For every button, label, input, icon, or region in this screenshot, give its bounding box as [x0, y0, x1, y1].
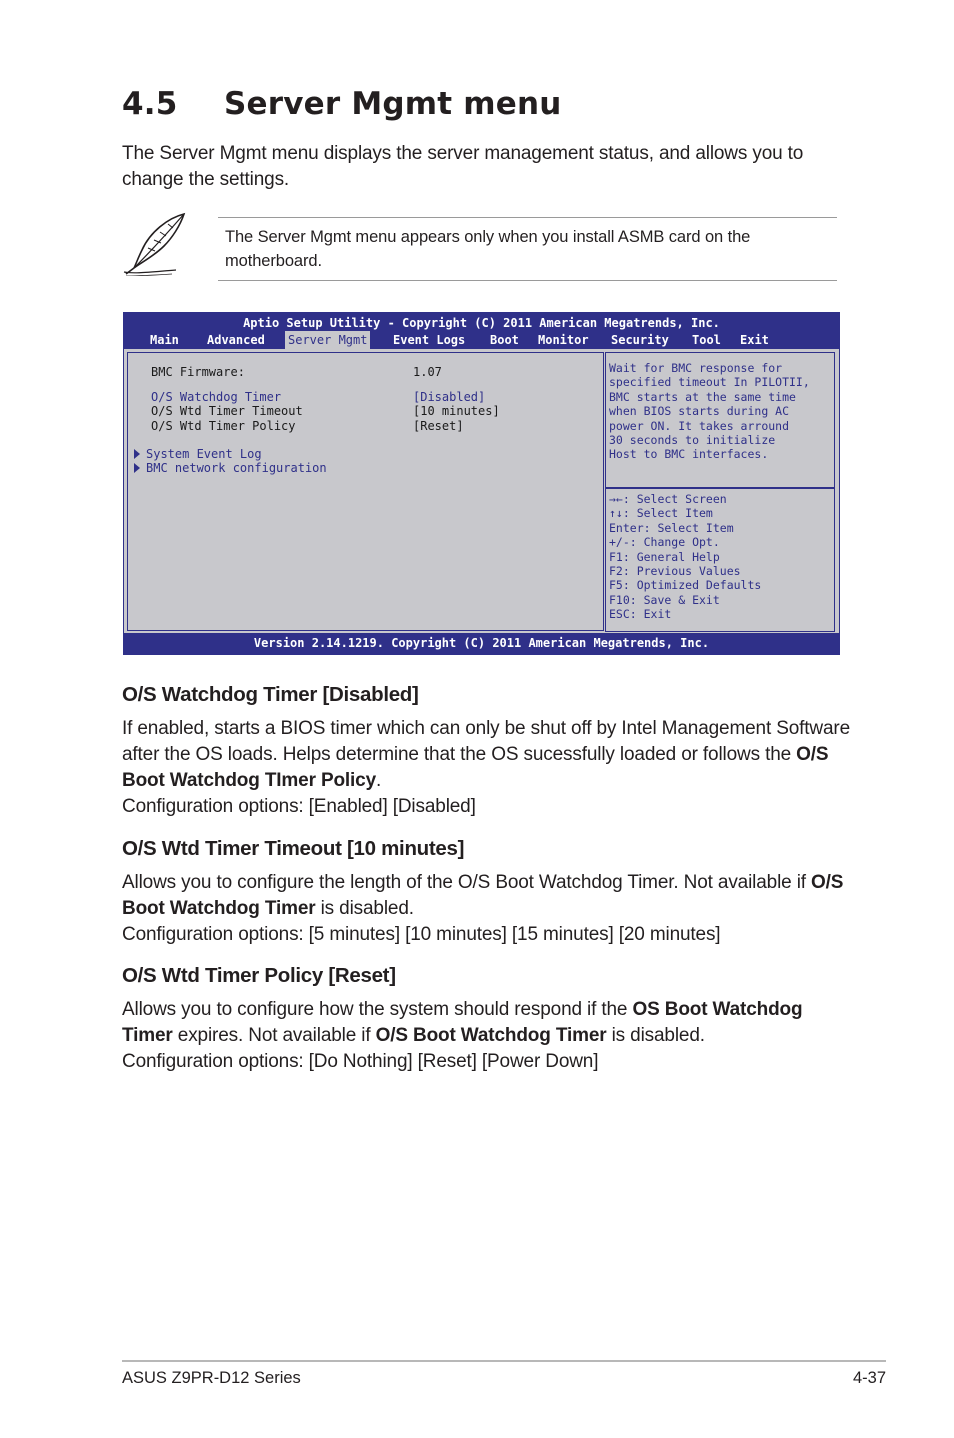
bios-screenshot — [123, 312, 840, 655]
bmc-firmware-value: 1.07 — [413, 365, 442, 379]
footer-product-name: ASUS Z9PR-D12 Series — [122, 1369, 301, 1387]
config-options: Configuration options: [Do Nothing] [Reset] [Power Down] — [122, 1051, 599, 1072]
key-hint: F1: General Help — [609, 550, 720, 564]
key-hint: +/-: Change Opt. — [609, 535, 720, 549]
section-body-watchdog-timer — [122, 716, 852, 820]
tab-event-logs[interactable]: Event Logs — [393, 333, 466, 347]
bios-main-panel — [127, 352, 604, 631]
bios-footer: Version 2.14.1219. Copyright (C) 2011 American Megatrends, Inc. — [124, 633, 839, 654]
tab-advanced[interactable]: Advanced — [207, 333, 265, 347]
section-heading-watchdog-timer: O/S Watchdog Timer [Disabled] — [122, 683, 419, 706]
body-text: If enabled, starts a BIOS timer which can only be shut off by Intel Management Software after the OS loads. Helps determine that the OS sucessfully loaded or follows the — [122, 718, 850, 765]
watchdog-timer-label[interactable]: O/S Watchdog Timer — [151, 390, 282, 404]
key-hint: ESC: Exit — [609, 607, 672, 621]
wtd-timeout-label[interactable]: O/S Wtd Timer Timeout — [151, 404, 303, 418]
key-hint: →←: Select Screen — [609, 492, 727, 506]
submenu-arrow-icon — [134, 449, 140, 459]
key-hint: F10: Save & Exit — [609, 593, 720, 607]
bmc-firmware-label: BMC Firmware: — [151, 365, 245, 379]
key-hint: Enter: Select Item — [609, 521, 734, 535]
feather-pen-icon — [120, 210, 190, 276]
tab-monitor[interactable]: Monitor — [538, 333, 589, 347]
tab-security[interactable]: Security — [611, 333, 669, 347]
section-body-wtd-policy — [122, 997, 852, 1075]
tab-boot[interactable]: Boot — [490, 333, 519, 347]
body-text: expires. Not available if — [172, 1025, 376, 1046]
tab-exit[interactable]: Exit — [740, 333, 769, 347]
footer-rule — [122, 1360, 886, 1362]
bios-help-panel — [605, 352, 835, 487]
tab-main[interactable]: Main — [150, 333, 179, 347]
wtd-policy-value[interactable]: [Reset] — [413, 419, 464, 433]
wtd-policy-label[interactable]: O/S Wtd Timer Policy — [151, 419, 296, 433]
footer-page-number: 4-37 — [852, 1369, 886, 1387]
key-hint: F5: Optimized Defaults — [609, 578, 762, 592]
body-text: Allows you to configure how the system should respond if the — [122, 999, 633, 1020]
section-heading-wtd-policy: O/S Wtd Timer Policy [Reset] — [122, 964, 396, 987]
page-title — [122, 86, 562, 122]
note-text: The Server Mgmt menu appears only when you install ASMB card on the motherboard. — [225, 228, 751, 270]
submenu-label: BMC network configuration — [146, 461, 327, 475]
tab-tool[interactable]: Tool — [692, 333, 721, 347]
intro-paragraph: The Server Mgmt menu displays the server management status, and allows you to change the settings. — [122, 143, 804, 190]
config-options: Configuration options: [Enabled] [Disabled] — [122, 796, 476, 817]
submenu-bmc-network-configuration[interactable] — [134, 461, 327, 475]
body-text: . — [376, 770, 382, 791]
submenu-system-event-log[interactable] — [134, 447, 262, 461]
bios-header — [124, 313, 839, 349]
section-heading-wtd-timeout: O/S Wtd Timer Timeout [10 minutes] — [122, 837, 465, 860]
body-bold: OS Boot Watchdog Timer — [122, 999, 803, 1046]
submenu-label: System Event Log — [146, 447, 262, 461]
bios-title: Aptio Setup Utility - Copyright (C) 2011 American Megatrends, Inc. — [243, 316, 720, 330]
body-bold: O/S Boot Watchdog TImer Policy — [122, 744, 829, 791]
section-title: Server Mgmt menu — [224, 86, 562, 122]
body-bold: O/S Boot Watchdog Timer — [122, 872, 844, 919]
tab-server-mgmt[interactable]: Server Mgmt — [285, 331, 370, 349]
note-bottom-rule — [218, 280, 837, 281]
bios-help-text: Wait for BMC response for specified timeout In PILOTII, BMC starts at the same time when BIOS starts during AC power ON. It takes arround 30 seconds to initialize Host to BMC interfaces. — [609, 361, 810, 462]
body-text: is disabled. — [315, 898, 414, 919]
watchdog-timer-value[interactable]: [Disabled] — [413, 390, 486, 404]
body-text: is disabled. — [606, 1025, 705, 1046]
bios-keys-panel — [605, 487, 835, 632]
wtd-timeout-value[interactable]: [10 minutes] — [413, 404, 500, 418]
submenu-arrow-icon — [134, 463, 140, 473]
section-body-wtd-timeout — [122, 870, 852, 948]
key-hint: F2: Previous Values — [609, 564, 741, 578]
note-top-rule — [218, 217, 837, 218]
body-bold: O/S Boot Watchdog Timer — [375, 1025, 607, 1046]
body-text: Allows you to configure the length of the O/S Boot Watchdog Timer. Not available if — [122, 872, 812, 893]
key-hint: ↑↓: Select Item — [609, 506, 713, 520]
section-number: 4.5 — [122, 86, 178, 122]
config-options: Configuration options: [5 minutes] [10 minutes] [15 minutes] [20 minutes] — [122, 924, 721, 945]
